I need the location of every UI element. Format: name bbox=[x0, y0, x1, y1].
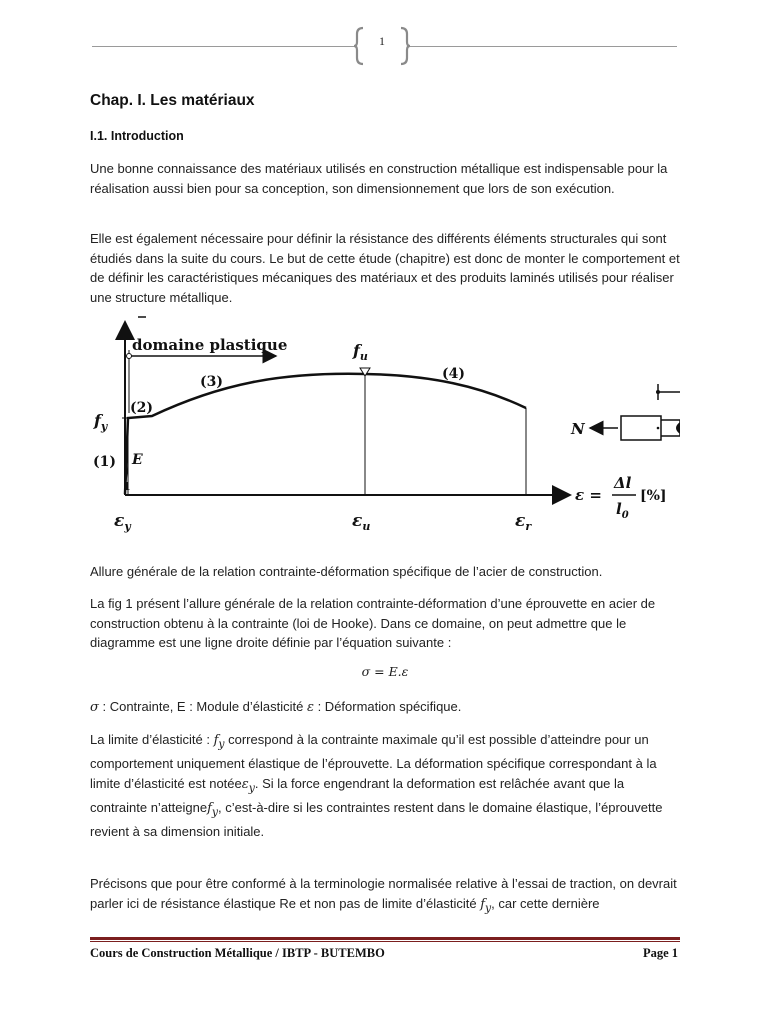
text-segment: Précisons que pour être conformé à la terminologie normalisée relative à l’essai de traction, on devrait parler ici de résistance élastique Re et non pas de limite d’élasticité bbox=[90, 876, 677, 911]
label-zone-1: (1) bbox=[93, 454, 116, 470]
axis-unit: [%] bbox=[640, 488, 667, 504]
axis-delta-l: Δl bbox=[614, 474, 632, 492]
label-domaine-plastique: domaine plastique bbox=[132, 336, 288, 354]
section-title: I.1. Introduction bbox=[90, 129, 184, 143]
math-sub: y bbox=[218, 737, 225, 751]
math-fy bbox=[213, 733, 225, 751]
paragraph-yield-limit bbox=[90, 730, 680, 841]
math-f: f bbox=[213, 733, 219, 748]
label-N: N bbox=[571, 420, 585, 438]
plastic-domain-start-dot bbox=[127, 354, 132, 359]
text-segment: correspond à la contrainte maximale qu’il est possible d’atteindre pour un comportement uniquement élastique de l’éprouvette. La déformation spécifique correspondant à la limite d’élasticité est notée bbox=[90, 732, 657, 791]
footer-page-label: Page 1 bbox=[642, 946, 678, 960]
sigma-symbol: σ bbox=[90, 700, 99, 715]
header-rule-right bbox=[410, 46, 677, 47]
header-page-bracket bbox=[354, 26, 410, 66]
math-f: f bbox=[480, 896, 486, 912]
text-segment: . Si la force engendrant la deformation est relâchée avant que la contrainte n’atteigne bbox=[90, 775, 625, 815]
paragraph-fig-description: La fig 1 présent l’allure générale de la relation contrainte-déformation d’une éprouvette en acier de construction obtenu à la contrainte (loi de Hooke). Dans ce domaine, on peut admettre que le diagramme est une ligne droite définie par l’équation suivante : bbox=[90, 596, 656, 650]
text-segment: , car cette dernière bbox=[491, 895, 600, 911]
label-zone-4: (4) bbox=[442, 366, 465, 382]
label-fu: $f_u$ bbox=[353, 341, 368, 363]
math-epsilon: ε bbox=[241, 776, 249, 792]
math-fy bbox=[207, 800, 219, 819]
math-sub: y bbox=[211, 805, 219, 819]
footer-rule-thin bbox=[90, 941, 680, 942]
math-sub: y bbox=[248, 781, 255, 795]
tick-epsilon-y: $\varepsilon_y$ bbox=[114, 511, 131, 533]
text-segment: , c’est-à-dire si les contraintes restent dans le domaine élastique, l’éprouvette revient à sa dimension initiale. bbox=[90, 799, 663, 839]
footer-course-title: Cours de Construction Métallique / IBTP - BUTEMBO bbox=[90, 946, 385, 960]
epsilon-symbol: ε bbox=[306, 700, 314, 715]
definitions-text-2: : Déformation spécifique. bbox=[313, 699, 462, 714]
chapter-title: Chap. I. Les matériaux bbox=[90, 92, 255, 109]
equation: σ = E.ε bbox=[361, 664, 409, 679]
axis-l0: $l_0$ bbox=[616, 500, 629, 521]
definitions-text-1: : Contrainte, E : Module d’élasticité bbox=[98, 699, 307, 714]
label-one: 1 bbox=[123, 480, 131, 493]
figure-caption: Allure générale de la relation contrainte-déformation spécifique de l’acier de construction. bbox=[90, 564, 603, 579]
text-segment: La limite d’élasticité : bbox=[90, 732, 214, 747]
label-zone-2: (2) bbox=[130, 400, 153, 416]
tick-epsilon-u: $\varepsilon_u$ bbox=[352, 511, 371, 533]
label-zone-3: (3) bbox=[200, 374, 223, 390]
label-E: E bbox=[132, 452, 143, 468]
axis-epsilon-label: ε = bbox=[575, 486, 602, 504]
definitions-line bbox=[90, 697, 680, 718]
math-sub: y bbox=[485, 901, 492, 915]
intro-paragraph-1: Une bonne connaissance des matériaux utilisés en construction métallique est indispensable pour la réalisation aussi bien pour sa conception, son dimensionnement que lors de son exécution. bbox=[90, 161, 668, 196]
footer-rule-thick bbox=[90, 937, 680, 940]
math-ey bbox=[241, 776, 255, 795]
label-fy: $f_y$ bbox=[94, 411, 108, 433]
math-f: f bbox=[207, 800, 212, 816]
stress-strain-figure bbox=[80, 314, 680, 534]
specimen-sketch bbox=[590, 384, 680, 440]
header-rule-left bbox=[92, 46, 354, 47]
tick-epsilon-r: $\varepsilon_r$ bbox=[515, 511, 532, 533]
intro-paragraph-2: Elle est également nécessaire pour définir la résistance des différents éléments structurales qui sont étudiés dans la suite du cours. Le but de cette étude (chapitre) est donc de monter le comportement et de définir les caractéristiques mécaniques des matériaux et des produits laminés utilisés pour réaliser une structure métallique. bbox=[90, 231, 680, 305]
paragraph-terminology bbox=[90, 874, 680, 918]
stress-strain-curve bbox=[125, 374, 526, 494]
math-fy bbox=[480, 896, 492, 915]
header-page-number: 1 bbox=[379, 34, 385, 48]
